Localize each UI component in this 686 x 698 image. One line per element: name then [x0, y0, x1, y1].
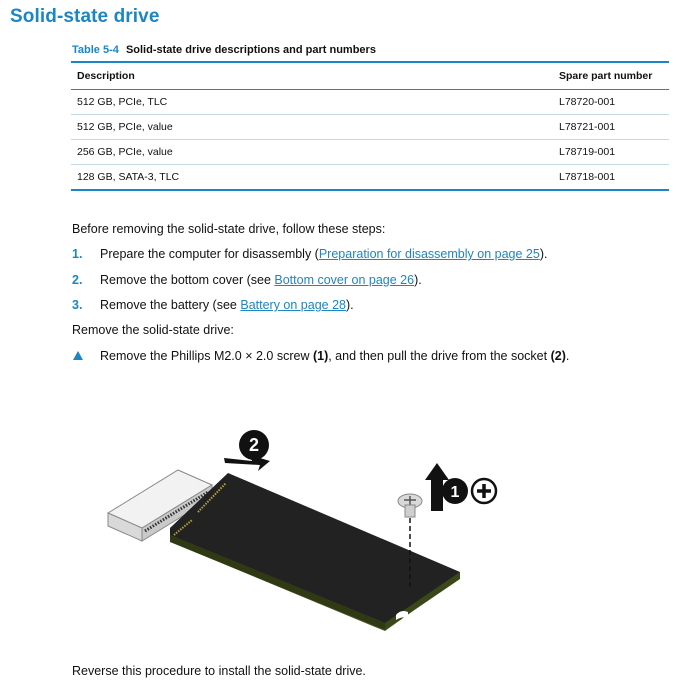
- instruction-text: .: [565, 349, 570, 363]
- ssd-removal-illustration: [100, 425, 510, 635]
- callout-1: [442, 478, 468, 504]
- table-header-row: [71, 63, 669, 90]
- row-part-number: L78720-001: [559, 96, 616, 108]
- row-part-number: L78721-001: [559, 121, 616, 133]
- table-row: [71, 90, 669, 115]
- step-text: ).: [346, 298, 354, 312]
- step-number: 3.: [72, 298, 83, 312]
- instruction-text: , and then pull the drive from the socket: [328, 349, 551, 363]
- phillips-icon: [472, 479, 496, 503]
- step-number: 2.: [72, 273, 83, 287]
- row-description: 512 GB, PCIe, TLC: [77, 96, 168, 108]
- callout-1-number: 1: [450, 484, 460, 501]
- table-number: Table 5-4: [72, 44, 119, 56]
- table-row: [71, 115, 669, 140]
- step-1: [100, 247, 547, 261]
- intro-text: Before removing the solid-state drive, follow these steps:: [72, 222, 386, 236]
- step-number: 1.: [72, 247, 83, 261]
- footer-text: Reverse this procedure to install the solid-state drive.: [72, 664, 366, 678]
- row-description: 128 GB, SATA-3, TLC: [77, 171, 180, 183]
- header-spare-part-number: Spare part number: [559, 70, 653, 82]
- table-row: [71, 140, 669, 165]
- step-text: Prepare the computer for disassembly (: [100, 247, 319, 261]
- parts-table: [71, 61, 669, 191]
- link-preparation-for-disassembly[interactable]: Preparation for disassembly on page 25: [318, 247, 540, 261]
- row-description: 256 GB, PCIe, value: [77, 146, 173, 158]
- header-description: Description: [77, 70, 135, 82]
- callout-ref-1: (1): [312, 349, 329, 363]
- step-text: ).: [414, 273, 422, 287]
- section-title: Solid-state drive: [10, 6, 160, 27]
- step-text: ).: [539, 247, 548, 261]
- step-text: Remove the bottom cover (see: [100, 273, 275, 287]
- callout-2-number: 2: [248, 435, 260, 455]
- link-battery[interactable]: Battery on page 28: [240, 298, 346, 312]
- row-part-number: L78719-001: [559, 146, 616, 158]
- row-part-number: L78718-001: [559, 171, 616, 183]
- callout-ref-2: (2): [550, 349, 566, 363]
- remove-heading: Remove the solid-state drive:: [72, 323, 234, 337]
- callout-2: [224, 430, 270, 471]
- step-2: [100, 273, 422, 287]
- table-caption-text: Solid-state drive descriptions and part numbers: [125, 44, 376, 56]
- triangle-bullet-icon: [73, 351, 83, 360]
- table-caption: [72, 44, 376, 56]
- step-text: Remove the battery (see: [100, 298, 241, 312]
- row-description: 512 GB, PCIe, value: [77, 121, 173, 133]
- instruction: [100, 349, 569, 363]
- table-row: [71, 165, 669, 189]
- link-bottom-cover[interactable]: Bottom cover on page 26: [274, 273, 415, 287]
- step-3: [100, 298, 354, 312]
- instruction-text: Remove the Phillips M2.0 × 2.0 screw: [100, 349, 313, 363]
